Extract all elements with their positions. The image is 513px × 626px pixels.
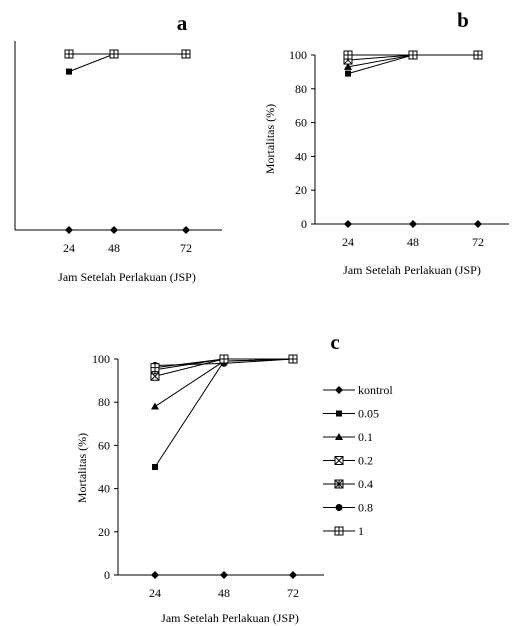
series-1: [151, 355, 297, 372]
legend-marker: [336, 411, 342, 417]
series-0.05: [152, 356, 296, 470]
panel-letter: a: [176, 11, 188, 35]
y-tick-label: 0: [104, 568, 110, 582]
legend-item: [323, 383, 393, 397]
y-tick-label: 20: [295, 183, 307, 198]
data-point: [474, 51, 482, 59]
legend: [323, 383, 393, 538]
data-point: [345, 71, 351, 77]
legend-label: 0.1: [358, 430, 373, 444]
series-kontrol: [151, 571, 297, 579]
legend-item: [323, 524, 364, 538]
chart-panel-c: [75, 330, 340, 625]
data-point: [220, 355, 228, 363]
legend-marker: [335, 457, 343, 465]
data-point: [409, 51, 417, 59]
series-0.05: [66, 51, 189, 75]
x-tick-label: 48: [218, 586, 230, 600]
y-tick-label: 100: [289, 48, 307, 62]
legend-item: [323, 430, 373, 444]
x-tick-label: 48: [407, 235, 419, 249]
x-tick-label: 72: [472, 235, 484, 249]
series-line: [69, 54, 186, 72]
data-point: [344, 51, 352, 59]
legend-label: 0.4: [358, 477, 373, 491]
data-point: [182, 50, 190, 58]
data-point: [151, 364, 159, 372]
chart-panel-a: [15, 11, 222, 284]
data-point: [151, 403, 159, 410]
y-tick-label: 60: [295, 115, 307, 130]
legend-label: 0.8: [358, 500, 373, 515]
x-tick-label: 24: [342, 235, 354, 249]
data-point: [65, 50, 73, 58]
series-kontrol: [344, 220, 482, 228]
series-line: [155, 359, 293, 467]
legend-marker: [335, 386, 343, 394]
legend-label: 0.05: [358, 406, 379, 421]
x-axis-label: Jam Setelah Perlakuan (JSP): [58, 270, 196, 284]
y-tick-label: 40: [295, 149, 307, 164]
legend-marker: [335, 527, 343, 535]
legend-label: 0.2: [358, 453, 373, 468]
chart-panel-b: [263, 8, 509, 277]
y-tick-label: 100: [92, 352, 110, 366]
y-tick-label: 80: [295, 81, 307, 96]
legend-item: [323, 501, 373, 515]
legend-item: [323, 477, 373, 491]
x-axis-label: Jam Setelah Perlakuan (JSP): [343, 263, 481, 277]
legend-label: kontrol: [358, 383, 393, 397]
x-tick-label: 48: [108, 241, 120, 255]
series-1: [344, 51, 482, 59]
y-tick-label: 80: [98, 395, 110, 410]
x-tick-label: 72: [180, 241, 192, 255]
data-point: [151, 571, 159, 579]
x-tick-label: 72: [287, 586, 299, 600]
x-tick-label: 24: [149, 586, 161, 600]
data-point: [66, 69, 72, 75]
series-1: [65, 50, 190, 58]
legend-marker: [335, 480, 343, 488]
data-point: [289, 355, 297, 363]
data-point: [152, 464, 158, 470]
data-point: [474, 220, 482, 228]
data-point: [110, 50, 118, 58]
y-axis-label: Mortalitas (%): [75, 432, 89, 504]
data-point: [110, 226, 118, 234]
series-kontrol: [65, 226, 190, 234]
legend-marker: [336, 504, 343, 511]
data-point: [409, 220, 417, 228]
panel-letter: b: [457, 8, 469, 32]
panel-letter: c: [330, 330, 340, 354]
legend-item: [323, 407, 379, 421]
y-tick-label: 60: [98, 438, 110, 453]
y-tick-label: 20: [98, 524, 110, 539]
x-axis-label: Jam Setelah Perlakuan (JSP): [161, 611, 299, 625]
data-point: [344, 220, 352, 228]
data-point: [65, 226, 73, 234]
data-point: [289, 571, 297, 579]
data-point: [220, 571, 228, 579]
y-tick-label: 0: [301, 217, 307, 231]
legend-label: 1: [358, 524, 364, 538]
y-axis-label: Mortalitas (%): [263, 103, 277, 175]
y-tick-label: 40: [98, 481, 110, 496]
legend-item: [323, 454, 373, 468]
x-tick-label: 24: [63, 241, 75, 255]
data-point: [182, 226, 190, 234]
